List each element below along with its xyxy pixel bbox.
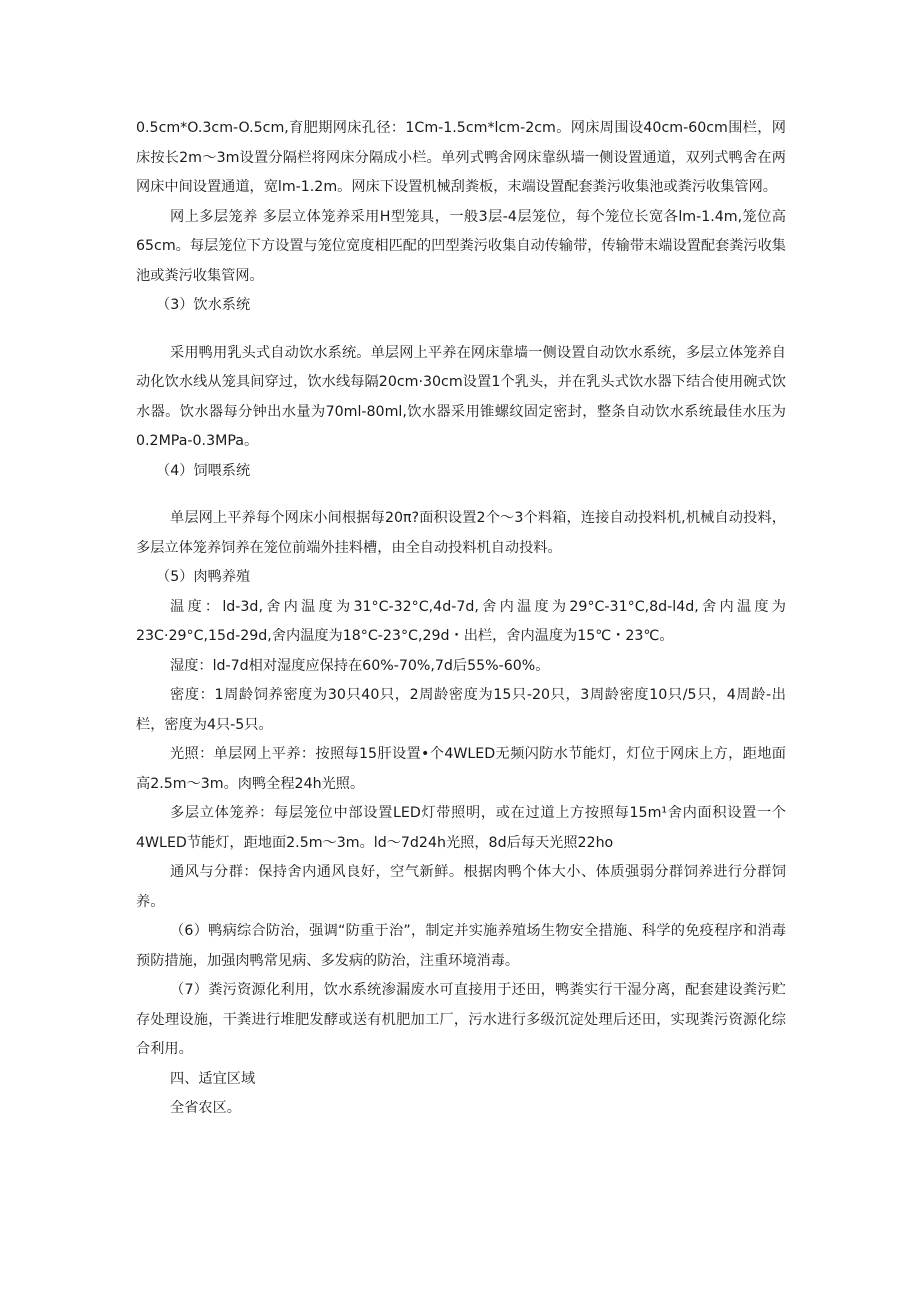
document-body [136, 114, 786, 1124]
paragraph-lighting-multi: 多层立体笼养：每层笼位中部设置LED灯带照明，或在过道上方按照每15m¹舍内面积设置一个4WLED节能灯，距地面2.5m～3m。ld～7d24h光照，8d后每天光照22ho [136, 805, 786, 851]
heading-meat-duck: （5）肉鸭养殖 [156, 569, 251, 585]
paragraph-water-system: 采用鸭用乳头式自动饮水系统。单层网上平养在网床靠墙一侧设置自动饮水系统，多层立体笼养自动化饮水线从笼具间穿过，饮水线每隔20cm·30cm设置1个乳头，并在乳头式饮水器下结合使用碗式饮水器。饮水器每分钟出水量为70ml-80ml,饮水器采用锥螺纹固定密封，整条自动饮水系统最佳水压为0.2MPa-0.3MPa。 [136, 344, 786, 449]
paragraph-density: 密度：1周龄饲养密度为30只40只，2周龄密度为15只-20只，3周龄密度10只/5只，4周龄-出栏，密度为4只-5只。 [136, 687, 786, 733]
paragraph-disease-control: （6）鸭病综合防治，强调“防重于治”，制定并实施养殖场生物安全措施、科学的免疫程序和消毒预防措施，加强肉鸭常见病、多发病的防治，注重环境消毒。 [136, 923, 786, 969]
paragraph-temperature: 温度：ld-3d,舍内温度为31°C-32°C,4d-7d,舍内温度为29°C-31°C,8d-l4d,舍内温度为23C·29°C,15d-29d,舍内温度为18°C-23°C,29d・出栏，舍内温度为15℃・23℃。 [136, 598, 786, 644]
heading-feeding-system: （4）饲喂系统 [156, 462, 251, 479]
paragraph-net-bed: 0.5cm*O.3cm-O.5cm,育肥期网床孔径：1Cm-1.5cm*lcm-2cm。网床周围设40cm-60cm围栏，网床按长2m～3m设置分隔栏将网床分隔成小栏。单列式鸭舍网床靠纵墙一侧设置通道，双列式鸭舍在两网床中间设置通道，宽lm-1.2m。网床下设置机械刮粪板，末端设置配套粪污收集池或粪污收集管网。 [136, 120, 786, 195]
heading-suitable-area: 四、适宜区域 [170, 1070, 256, 1087]
paragraph-multilayer-cage: 网上多层笼养 多层立体笼养采用H型笼具，一般3层-4层笼位，每个笼位长宽各lm-1.4m,笼位高65cm。每层笼位下方设置与笼位宽度相匹配的凹型粪污收集自动传输带，传输带末端设置配套粪污收集池或粪污收集管网。 [136, 208, 786, 284]
paragraph-manure-utilization: （7）粪污资源化利用，饮水系统渗漏废水可直接用于还田，鸭粪实行干湿分离，配套建设粪污贮存处理设施，干粪进行堆肥发酵或送有机肥加工厂，污水进行多级沉淀处理后还田，实现粪污资源化综合利用。 [136, 982, 786, 1057]
paragraph-ventilation: 通风与分群：保持舍内通风良好，空气新鲜。根据肉鸭个体大小、体质强弱分群饲养进行分群饲养。 [136, 864, 786, 910]
paragraph-suitable-area: 全省农区。 [170, 1100, 241, 1116]
paragraph-feeding-system: 单层网上平养每个网床小间根据每20π?面积设置2个～3个料箱，连接自动投料机,机械自动投料，多层立体笼养饲养在笼位前端外挂料槽，由全自动投料机自动投料。 [136, 510, 786, 556]
paragraph-humidity: 湿度：ld-7d相对湿度应保持在60%-70%,7d后55%-60%。 [170, 657, 550, 674]
heading-water-system: （3）饮水系统 [156, 297, 251, 313]
paragraph-lighting-single: 光照：单层网上平养：按照每15肝设置•个4WLED无频闪防水节能灯，灯位于网床上方，距地面高2.5m～3m。肉鸭全程24h光照。 [136, 746, 786, 792]
